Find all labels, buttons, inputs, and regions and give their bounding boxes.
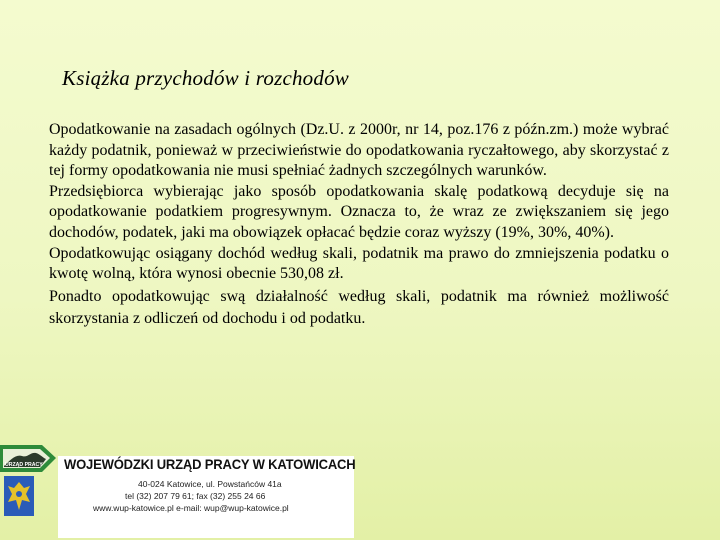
footer-web: www.wup-katowice.pl e-mail: wup@wup-katowice.pl [93,503,289,513]
wup-logo-icon [0,440,56,520]
paragraph-1: Opodatkowanie na zasadach ogólnych (Dz.U. z 2000r, nr 14, poz.176 z późn.zm.) może wybrać każdy podatnik, ponieważ w przeciwieństwie do opodatkowania ryczałtowego, aby skorzystać z tej formy opodatkowania nie musi spełniać żadnych szczególnych warunków. [49,121,669,180]
org-name: WOJEWÓDZKI URZĄD PRACY W KATOWICACH [64,456,356,472]
paragraph-2: Przedsiębiorca wybierając jako sposób opodatkowania skalę podatkową decyduje się na opodatkowanie podatkiem progresywnym. Oznacza to, że wraz ze zwiększaniem się jego dochodów, podatek, jaki ma obowiązek opłacać będzie coraz wyższy (19%, 30%, 40%). [49,182,669,241]
footer-phone: tel (32) 207 79 61; fax (32) 255 24 66 [125,491,266,501]
logo-label: URZĄD PRACY [5,462,43,468]
footer-logo-block [0,440,360,540]
footer-address: 40-024 Katowice, ul. Powstańców 41a [138,479,282,489]
slide-body [49,120,669,330]
slide-title: Książka przychodów i rozchodów [62,66,349,90]
paragraph-4: Ponadto opodatkowując swą działalność według skali, podatnik ma również możliwość skorzystania z odliczeń od dochodu i od podatku. [49,287,669,327]
paragraph-3: Opodatkowując osiągany dochód według skali, podatnik ma prawo do zmniejszenia podatku o kwotę wolną, która wynosi obecnie 530,08 zł. [49,244,669,283]
